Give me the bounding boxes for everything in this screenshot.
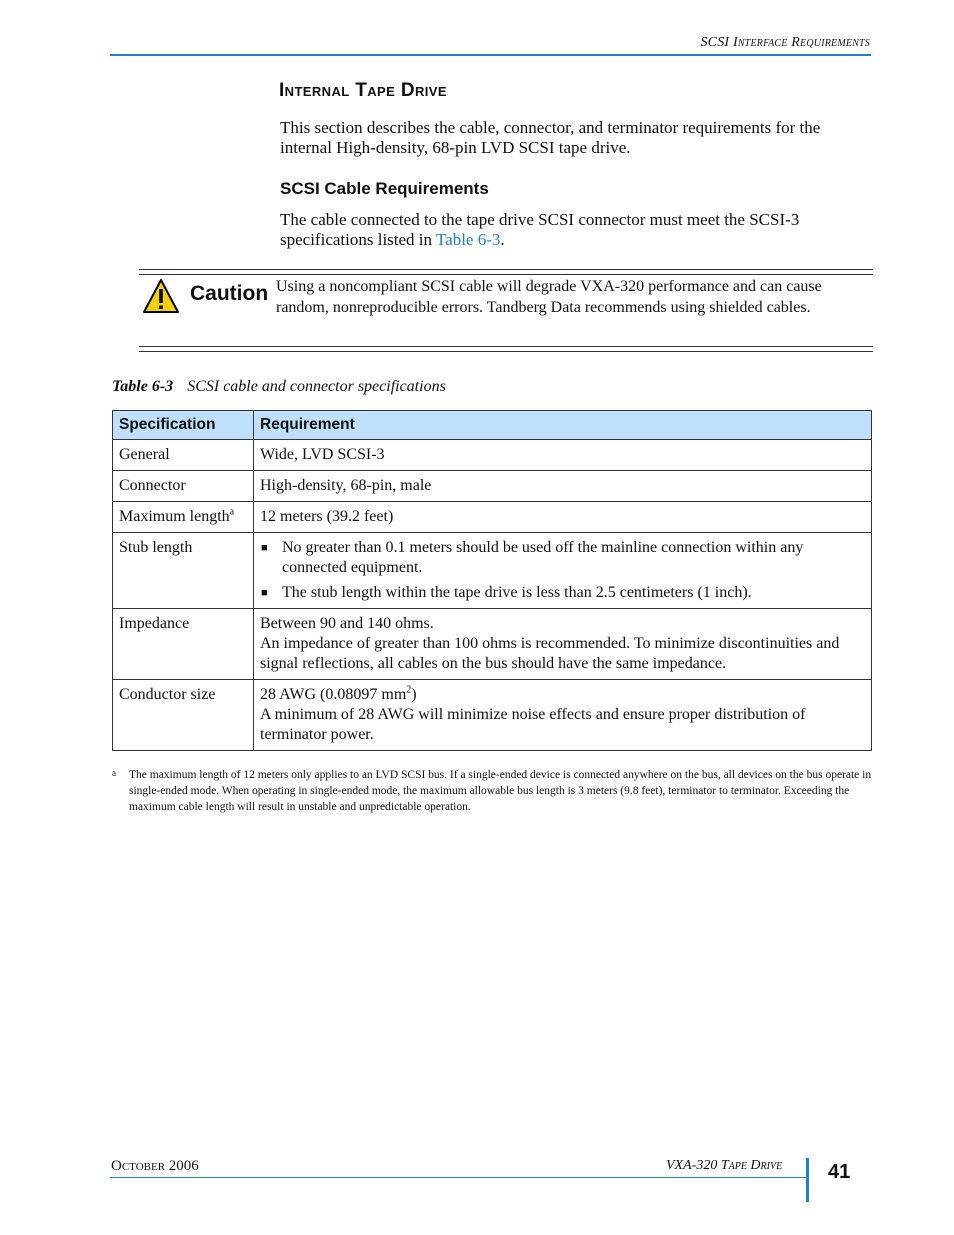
requirement-line: Between 90 and 140 ohms. xyxy=(260,615,434,632)
table-header-row xyxy=(113,411,872,440)
header-requirement: Requirement xyxy=(254,411,872,440)
spec-cell: General xyxy=(113,440,254,471)
spec-table xyxy=(112,410,872,751)
spec-cell: Stub length xyxy=(113,533,254,609)
table-row xyxy=(113,502,872,533)
table-row xyxy=(113,680,872,751)
spec-cell-text: Maximum length xyxy=(119,508,230,525)
requirement-line: A minimum of 28 AWG will minimize noise effects and ensure proper distribution of terminator power. xyxy=(260,706,806,743)
requirement-cell: High-density, 68-pin, male xyxy=(254,471,872,502)
cable-paragraph xyxy=(280,210,860,250)
table-caption xyxy=(112,378,446,396)
footer-product: VXA-320 Tape Drive xyxy=(666,1158,783,1173)
requirement-cell: Wide, LVD SCSI-3 xyxy=(254,440,872,471)
cable-paragraph-text: The cable connected to the tape drive SCSI connector must meet the SCSI-3 specifications listed in xyxy=(280,210,800,249)
header-specification: Specification xyxy=(113,411,254,440)
table-caption-text: SCSI cable and connector specifications xyxy=(187,378,446,395)
table-footnote xyxy=(112,767,872,815)
table-caption-label: Table 6-3 xyxy=(112,378,174,395)
requirement-text-close: ) xyxy=(411,686,417,703)
requirement-line: An impedance of greater than 100 ohms is recommended. To minimize discontinuities and signal reflections, all cables on the bus should have the same impedance. xyxy=(260,635,840,672)
requirement-cell xyxy=(254,609,872,680)
page-number: 41 xyxy=(828,1161,851,1183)
table-row xyxy=(113,609,872,680)
footer-date: October 2006 xyxy=(111,1158,199,1174)
spec-cell: Conductor size xyxy=(113,680,254,751)
footnote-text: The maximum length of 12 meters only applies to an LVD SCSI bus. If a single-ended device is connected anywhere on the bus, all devices on the bus operate in single-ended mode. When operating in single-ended mode, the maximum allowable bus length is 3 meters (9.8 feet), terminator to terminator. Exceeding the maximum cable length will result in unstable and unpredictable operation. xyxy=(129,769,872,813)
bullet-item xyxy=(260,538,865,578)
spec-cell: Connector xyxy=(113,471,254,502)
caution-text: Using a noncompliant SCSI cable will degrade VXA-320 performance and can cause random, nonreproducible errors. Tandberg Data recommends using shielded cables. xyxy=(276,278,822,316)
superscript: 2 xyxy=(406,684,412,696)
subsection-title: SCSI Cable Requirements xyxy=(280,179,489,198)
footnote-reference: a xyxy=(229,506,235,518)
caution-bottom-rule xyxy=(139,346,873,352)
footnote-mark: a xyxy=(112,768,116,778)
section-title: Internal Tape Drive xyxy=(279,80,447,101)
requirement-cell: 12 meters (39.2 feet) xyxy=(254,502,872,533)
requirement-text: 28 AWG (0.08097 mm xyxy=(260,686,407,703)
header-rule xyxy=(110,54,871,56)
table-reference-link[interactable]: Table 6-3 xyxy=(435,230,501,249)
cable-paragraph-end: . xyxy=(500,230,505,249)
square-bullet-icon: ■ xyxy=(261,542,268,554)
running-head: SCSI Interface Requirements xyxy=(700,35,870,50)
caution-label: Caution xyxy=(190,282,269,305)
warning-triangle-icon xyxy=(142,278,180,314)
requirement-cell xyxy=(254,680,872,751)
table-row xyxy=(113,471,872,502)
caution-top-rule xyxy=(139,269,873,275)
footer-accent-bar xyxy=(806,1158,809,1202)
table-row xyxy=(113,440,872,471)
requirement-line xyxy=(260,685,865,705)
footer-rule xyxy=(110,1177,808,1178)
bullet-text: No greater than 0.1 meters should be used off the mainline connection within any connected equipment. xyxy=(282,539,804,576)
requirement-cell xyxy=(254,533,872,609)
spec-cell: Impedance xyxy=(113,609,254,680)
bullet-item xyxy=(260,583,865,603)
intro-paragraph: This section describes the cable, connector, and terminator requirements for the internal High-density, 68-pin LVD SCSI tape drive. xyxy=(280,118,821,157)
spec-cell xyxy=(113,502,254,533)
square-bullet-icon: ■ xyxy=(261,587,268,599)
table-row xyxy=(113,533,872,609)
bullet-text: The stub length within the tape drive is less than 2.5 centimeters (1 inch). xyxy=(282,584,752,601)
